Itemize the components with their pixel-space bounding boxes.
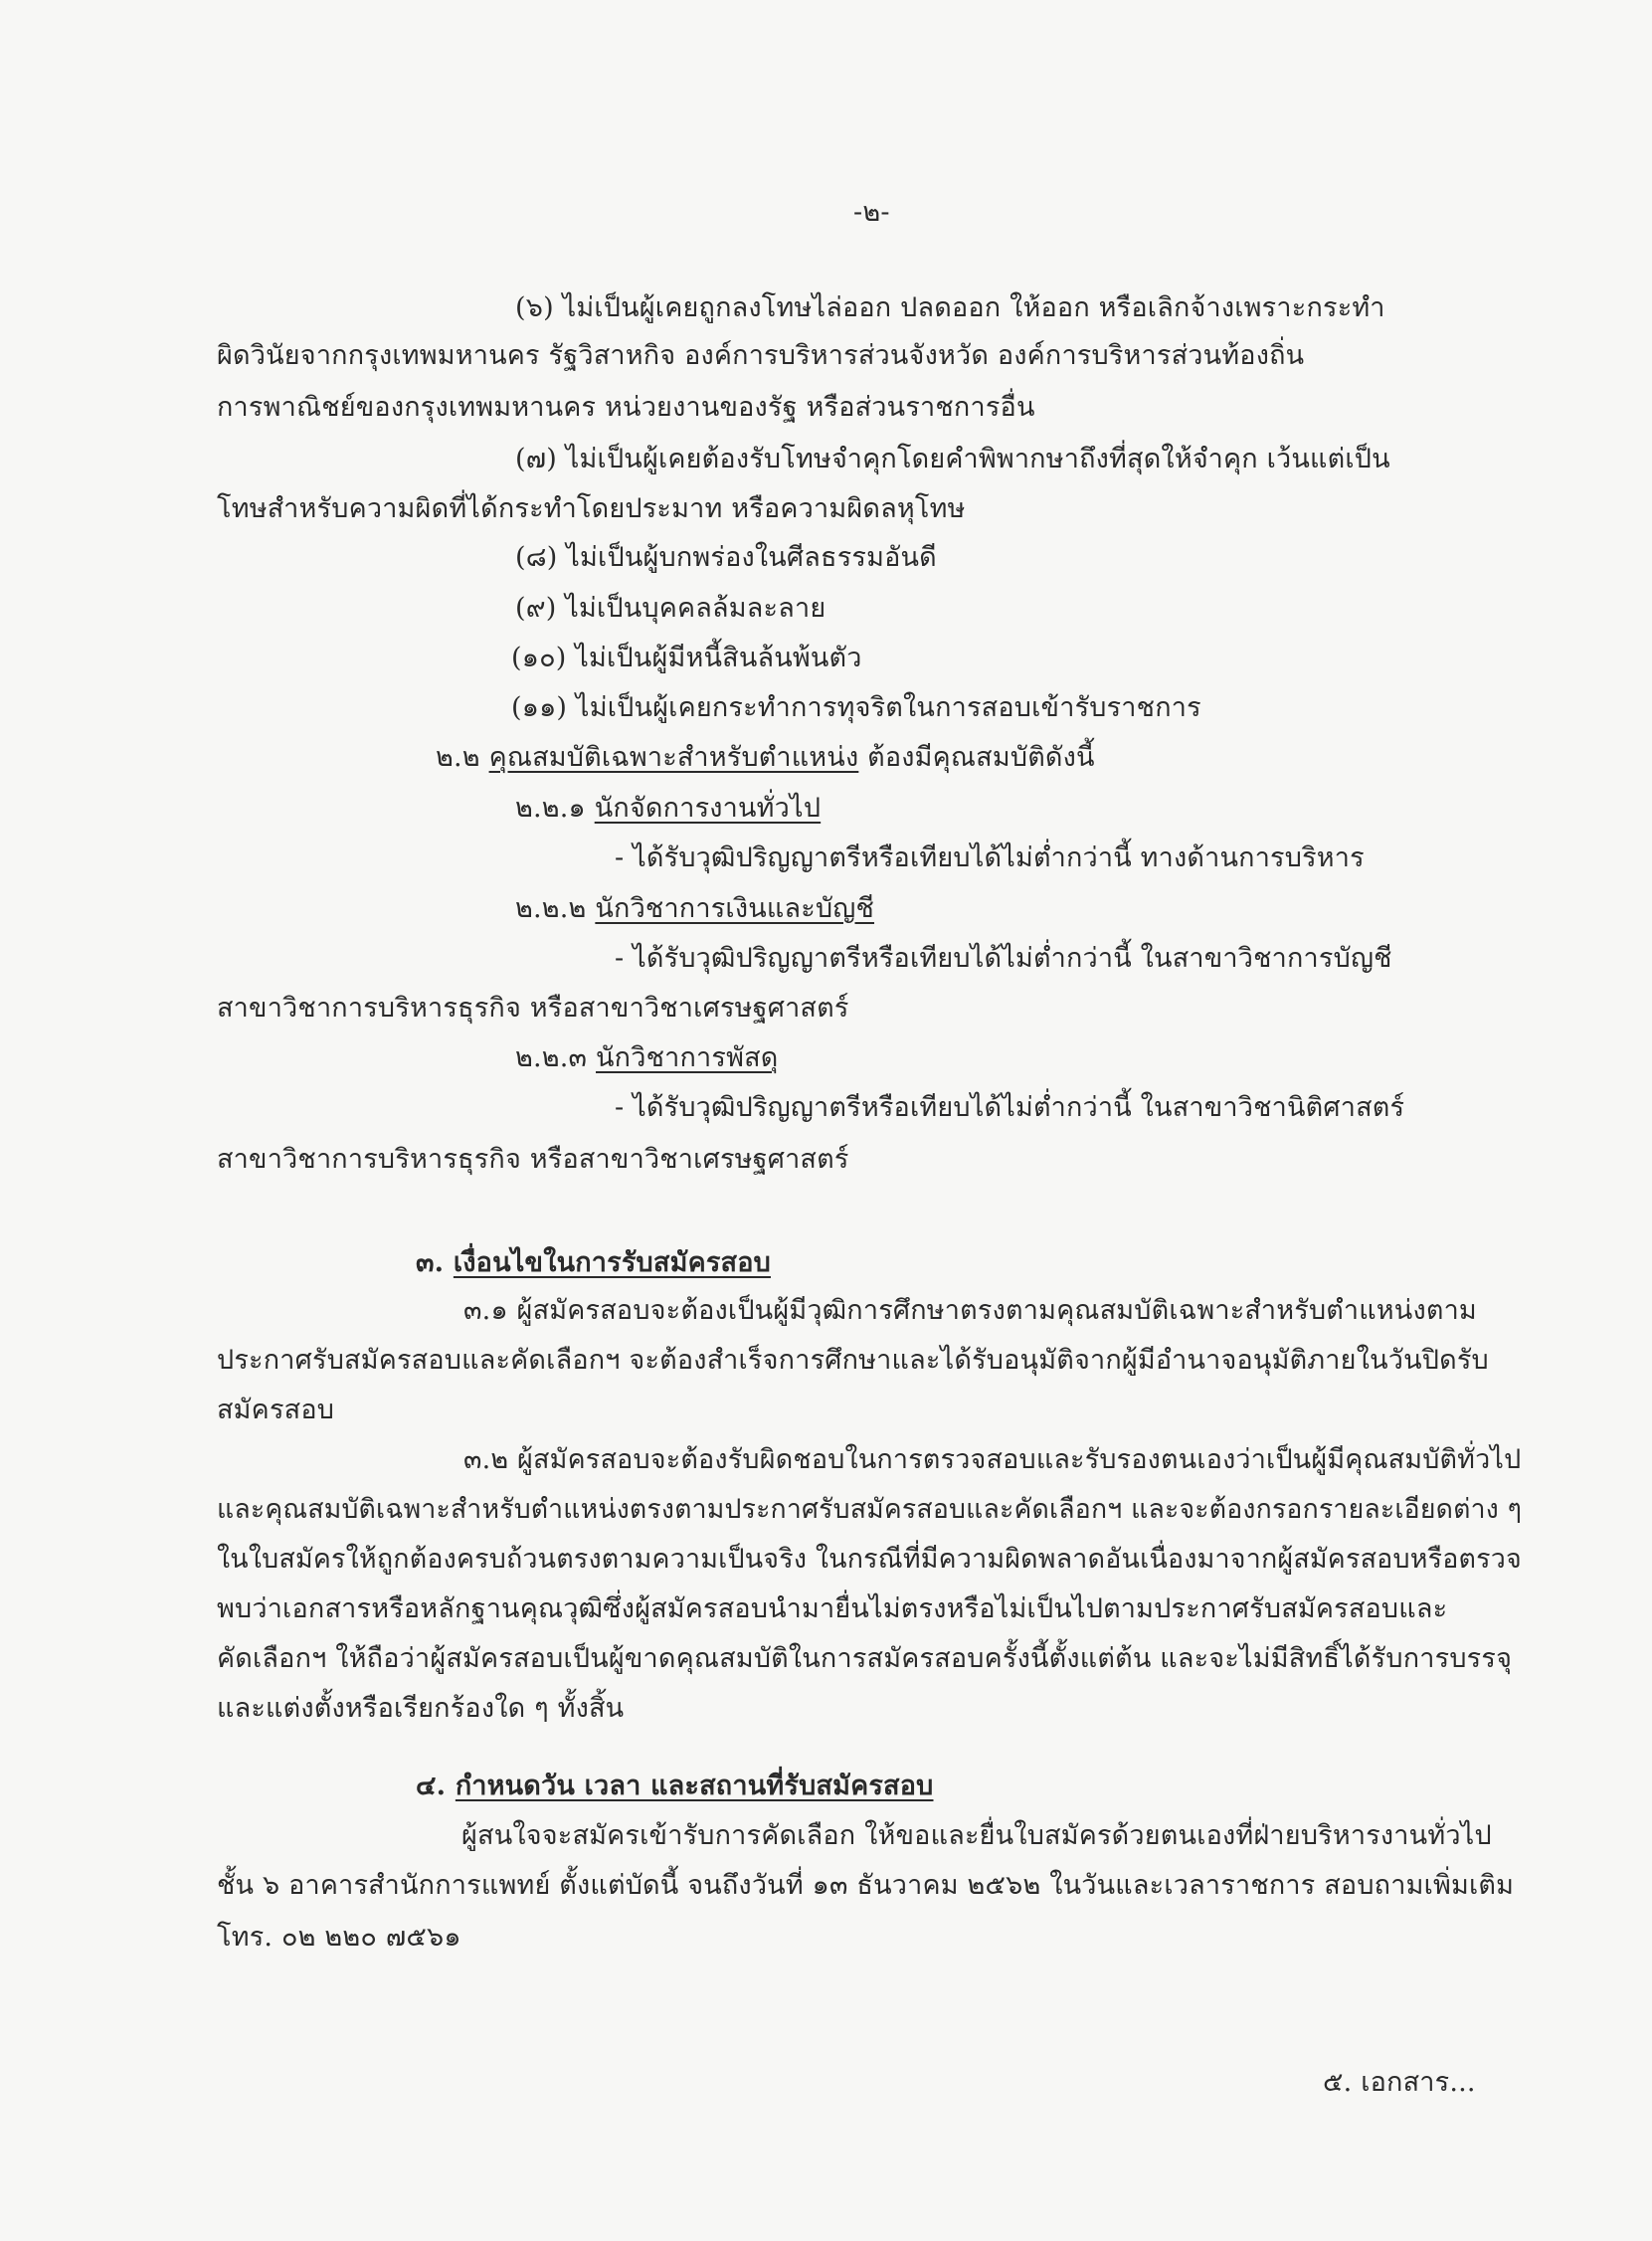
- condition-3-2-line-6: และแต่งตั้งหรือเรียกร้องใด ๆ ทั้งสิ้น: [217, 1693, 625, 1724]
- section-2-2-heading: [436, 740, 1095, 776]
- qualification-item-9: (๙) ไม่เป็นบุคคลล้มละลาย: [515, 593, 826, 624]
- section-2-2-number: ๒.๒: [436, 742, 480, 773]
- application-info-line-2: ชั้น ๖ อาคารสำนักการแพทย์ ตั้งแต่บัดนี้ จนถึงวันที่ ๑๓ ธันวาคม ๒๕๖๒ ในวันและเวลาราชการ สอบถามเพิ่มเติม: [217, 1870, 1515, 1901]
- qualification-item-8: (๘) ไม่เป็นผู้บกพร่องในศีลธรรมอันดี: [515, 542, 937, 573]
- position-2-2-1-requirement: - ได้รับวุฒิปริญญาตรีหรือเทียบได้ไม่ต่ำกว่านี้ ทางด้านการบริหาร: [615, 842, 1365, 873]
- next-page-continuation: ๕. เอกสาร...: [1323, 2067, 1476, 2098]
- section-3-title: เงื่อนไขในการรับสมัครสอบ: [453, 1247, 771, 1278]
- position-2-2-1-heading: [515, 791, 821, 827]
- application-info-line-1: ผู้สนใจจะสมัครเข้ารับการคัดเลือก ให้ขอและยื่นใบสมัครด้วยตนเองที่ฝ่ายบริหารงานทั่วไป: [461, 1820, 1492, 1851]
- section-3-number: ๓.: [416, 1247, 445, 1278]
- position-2-2-1-title: นักจัดการงานทั่วไป: [594, 793, 822, 824]
- section-4-number: ๔.: [416, 1771, 447, 1801]
- condition-3-1-line-2: ประกาศรับสมัครสอบและคัดเลือกฯ จะต้องสำเร็จการศึกษาและได้รับอนุมัติจากผู้มีอำนาจอนุมัติภายในวันปิดรับ: [217, 1345, 1489, 1376]
- condition-3-2-line-5: คัดเลือกฯ ให้ถือว่าผู้สมัครสอบเป็นผู้ขาดคุณสมบัติในการสมัครสอบครั้งนี้ตั้งแต่ต้น และจะไม่มีสิทธิ์ได้รับการบรรจุ: [217, 1643, 1513, 1674]
- position-2-2-3-requirement-line-1: - ได้รับวุฒิปริญญาตรีหรือเทียบได้ไม่ต่ำกว่านี้ ในสาขาวิชานิติศาสตร์: [615, 1092, 1405, 1123]
- section-2-2-rest: ต้องมีคุณสมบัติดังนี้: [867, 742, 1095, 773]
- condition-3-1-line-3: สมัครสอบ: [217, 1395, 335, 1425]
- section-2-2-title: คุณสมบัติเฉพาะสำหรับตำแหน่ง: [488, 742, 859, 773]
- condition-3-2-line-4: พบว่าเอกสารหรือหลักฐานคุณวุฒิซึ่งผู้สมัครสอบนำมายื่นไม่ตรงหรือไม่เป็นไปตามประกาศรับสมัครสอบและ: [217, 1593, 1448, 1624]
- position-2-2-3-number: ๒.๒.๓: [515, 1042, 588, 1073]
- condition-3-2-line-1: ๓.๒ ผู้สมัครสอบจะต้องรับผิดชอบในการตรวจสอบและรับรองตนเองว่าเป็นผู้มีคุณสมบัติทั่วไป: [463, 1444, 1522, 1475]
- qualification-item-10: (๑๐) ไม่เป็นผู้มีหนี้สินล้นพ้นตัว: [511, 643, 862, 673]
- qualification-item-6-line-1: (๖) ไม่เป็นผู้เคยถูกลงโทษไล่ออก ปลดออก ให้ออก หรือเลิกจ้างเพราะกระทำ: [515, 292, 1385, 323]
- position-2-2-2-requirement-line-2: สาขาวิชาการบริหารธุรกิจ หรือสาขาวิชาเศรษฐศาสตร์: [217, 993, 849, 1024]
- position-2-2-3-title: นักวิชาการพัสดุ: [596, 1042, 779, 1073]
- position-2-2-3-heading: [515, 1040, 779, 1076]
- section-4-title: กำหนดวัน เวลา และสถานที่รับสมัครสอบ: [455, 1771, 934, 1801]
- position-2-2-3-requirement-line-2: สาขาวิชาการบริหารธุรกิจ หรือสาขาวิชาเศรษฐศาสตร์: [217, 1144, 849, 1175]
- position-2-2-1-number: ๒.๒.๑: [515, 793, 586, 824]
- qualification-item-6-line-3: การพาณิชย์ของกรุงเทพมหานคร หน่วยงานของรัฐ หรือส่วนราชการอื่น: [217, 392, 1035, 423]
- page-number: -๒-: [853, 197, 890, 228]
- position-2-2-2-number: ๒.๒.๒: [515, 893, 587, 924]
- condition-3-1-line-1: ๓.๑ ผู้สมัครสอบจะต้องเป็นผู้มีวุฒิการศึกษาตรงตามคุณสมบัติเฉพาะสำหรับตำแหน่งตาม: [463, 1295, 1477, 1326]
- qualification-item-11: (๑๑) ไม่เป็นผู้เคยกระทำการทุจริตในการสอบเข้ารับราชการ: [511, 692, 1201, 723]
- position-2-2-2-heading: [515, 891, 874, 927]
- qualification-item-7-line-2: โทษสำหรับความผิดที่ได้กระทำโดยประมาท หรือความผิดลหุโทษ: [217, 493, 966, 524]
- position-2-2-2-requirement-line-1: - ได้รับวุฒิปริญญาตรีหรือเทียบได้ไม่ต่ำกว่านี้ ในสาขาวิชาการบัญชี: [615, 943, 1392, 974]
- qualification-item-6-line-2: ผิดวินัยจากกรุงเทพมหานคร รัฐวิสาหกิจ องค์การบริหารส่วนจังหวัด องค์การบริหารส่วนท้องถิ่น: [217, 340, 1305, 371]
- position-2-2-2-title: นักวิชาการเงินและบัญชี: [595, 893, 875, 924]
- qualification-item-7-line-1: (๗) ไม่เป็นผู้เคยต้องรับโทษจำคุกโดยคำพิพากษาถึงที่สุดให้จำคุก เว้นแต่เป็น: [515, 444, 1390, 474]
- condition-3-2-line-3: ในใบสมัครให้ถูกต้องครบถ้วนตรงตามความเป็นจริง ในกรณีที่มีความผิดพลาดอันเนื่องมาจากผู้สมัครสอบหรือตรวจ: [217, 1544, 1522, 1575]
- section-4-heading: [416, 1769, 933, 1804]
- application-info-line-3: โทร. ๐๒ ๒๒๐ ๗๕๖๑: [217, 1922, 461, 1953]
- condition-3-2-line-2: และคุณสมบัติเฉพาะสำหรับตำแหน่งตรงตามประกาศรับสมัครสอบและคัดเลือกฯ และจะต้องกรอกรายละเอียดต่าง ๆ: [217, 1494, 1523, 1525]
- section-3-heading: [416, 1245, 771, 1281]
